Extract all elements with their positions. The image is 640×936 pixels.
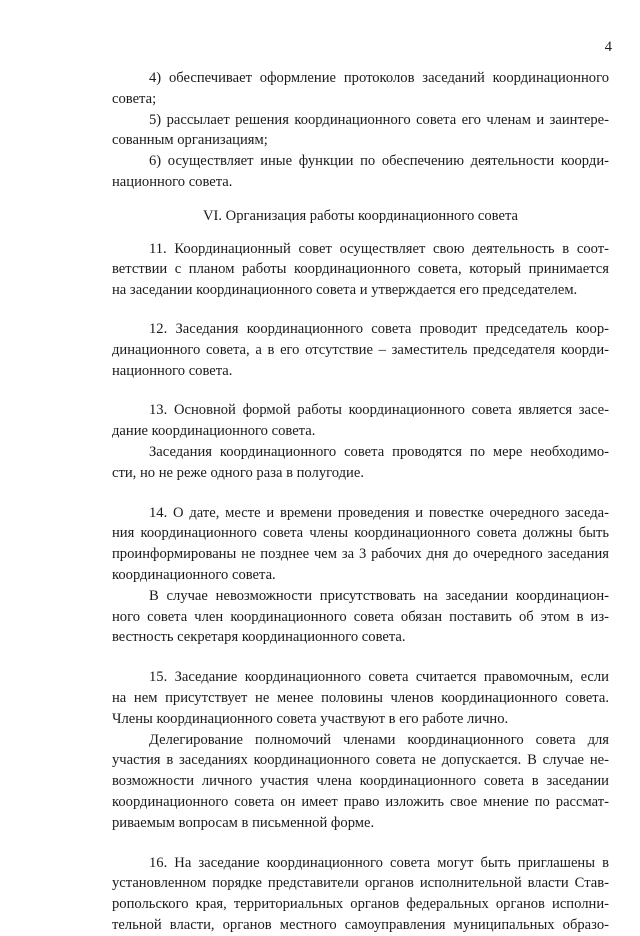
text-line: ния координационного совета члены координационного совета должны быть — [112, 525, 609, 542]
text-line: на заседании координационного совета и утверждается его председателем. — [112, 282, 578, 299]
text-line: динационного совета, а в его отсутствие – заместитель председателя коорди- — [112, 341, 609, 358]
text-line: 12. Заседания координационного совета проводит председатель коор- — [149, 320, 609, 337]
clause-11 — [112, 239, 609, 301]
text-line: 14. О дате, месте и времени проведения и повестке очередного заседа- — [149, 504, 609, 521]
text-line: участия в заседаниях координационного совета не допускается. В случае не- — [112, 752, 609, 769]
text-line: Заседания координационного совета проводятся по мере необходимо- — [149, 443, 609, 460]
list-item-6 — [112, 151, 609, 193]
text-line: возможности личного участия члена координационного совета в заседании — [112, 773, 609, 790]
text-line: координационного совета он имеет право изложить свое мнение по рассмат- — [112, 793, 609, 810]
text-line: риваемым вопросам в письменной форме. — [112, 814, 375, 831]
clause-13 — [112, 400, 609, 483]
text-line: национного совета. — [112, 362, 233, 379]
text-line: тельной власти, органов местного самоуправления муниципальных образо- — [112, 916, 609, 933]
document-body — [112, 68, 609, 936]
text-line: 6) осуществляет иные функции по обеспечению деятельности коорди- — [149, 153, 609, 170]
text-line: сти, но не реже одного раза в полугодие. — [112, 464, 364, 481]
text-line: на нем присутствует не менее половины членов координационного совета. — [112, 689, 609, 706]
section-heading: VI. Организация работы координационного совета — [202, 207, 519, 224]
text-line: национного совета. — [112, 173, 233, 190]
text-line: Делегирование полномочий членами координационного совета для — [149, 731, 609, 748]
text-line: Члены координационного совета участвуют в его работе лично. — [112, 710, 509, 727]
text-line: координационного совета. — [112, 566, 276, 583]
list-item-5 — [112, 110, 609, 152]
clause-12 — [112, 319, 609, 381]
text-line: вестность секретаря координационного совета. — [112, 629, 406, 646]
text-line: ветствии с планом работы координационного совета, который принимается — [112, 261, 609, 278]
text-line: 11. Координационный совет осуществляет свою деятельность в соот- — [149, 240, 609, 257]
text-line: В случае невозможности присутствовать на заседании координацион- — [149, 587, 609, 604]
text-line: 13. Основной формой работы координационного совета является засе- — [149, 402, 609, 419]
list-item-4 — [112, 68, 609, 110]
text-line: ного совета член координационного совета обязан поставить об этом в из- — [112, 608, 609, 625]
text-line: проинформированы не позднее чем за 3 рабочих дня до очередного заседания — [112, 546, 609, 563]
text-line: 4) обеспечивает оформление протоколов заседаний координационного — [149, 70, 609, 86]
page-number: 4 — [604, 39, 612, 55]
clause-14 — [112, 503, 609, 649]
text-line: 16. На заседание координационного совета могут быть приглашены в — [149, 854, 609, 871]
text-line: установленном порядке представители органов исполнительной власти Став- — [112, 875, 609, 892]
text-line: 15. Заседание координационного совета считается правомочным, если — [149, 669, 609, 686]
text-line: сованным организациям; — [112, 132, 268, 149]
clause-15 — [112, 667, 609, 833]
text-line: ропольского края, территориальных органов федеральных органов исполни- — [112, 896, 609, 913]
text-line: 5) рассылает решения координационного совета его членам и заинтере- — [149, 111, 609, 128]
text-line: дание координационного совета. — [112, 423, 316, 440]
text-line: совета; — [112, 90, 157, 107]
clause-16 — [112, 853, 609, 936]
